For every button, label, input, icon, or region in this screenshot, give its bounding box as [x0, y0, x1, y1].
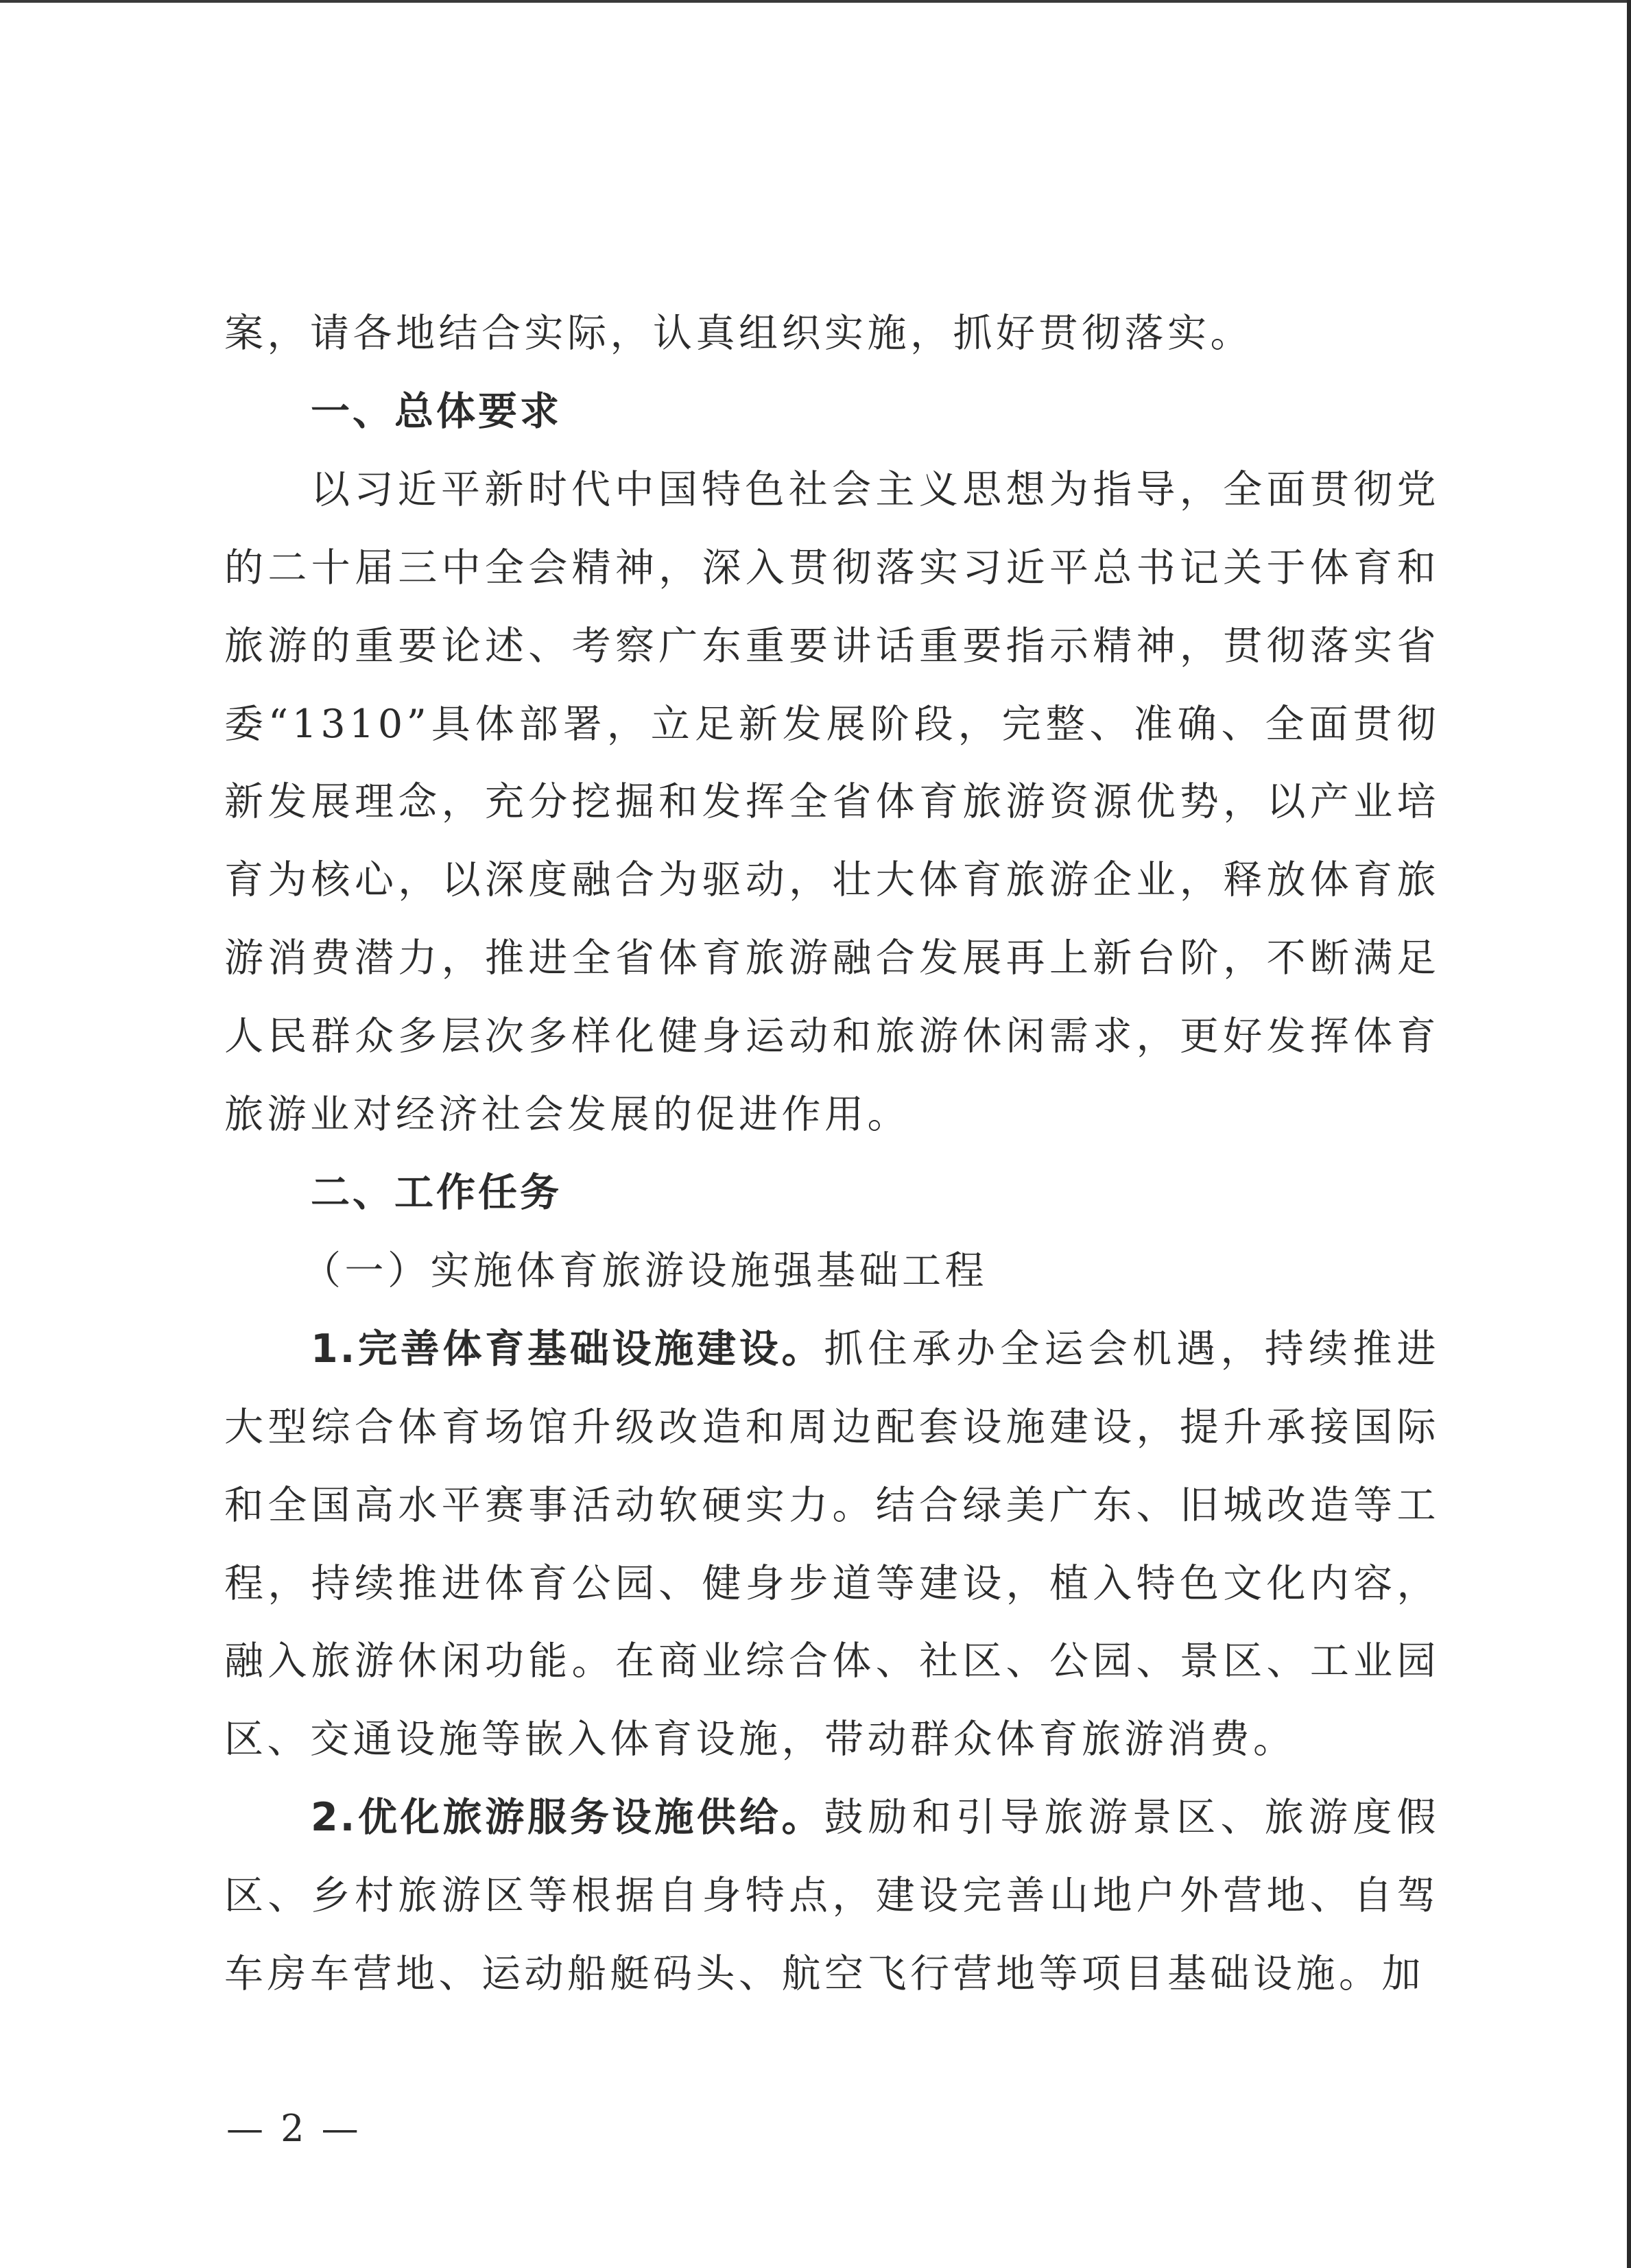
scan-edge-top: [0, 0, 1631, 3]
paragraph-intro-tail: 案，请各地结合实际，认真组织实施，抓好贯彻落实。: [224, 311, 1253, 356]
item-1-text: 抓住承办全运会机遇，持续推进大型综合体育场馆升级改造和周边配套设施建设，提升承接国际和全国高水平赛事活动软硬实力。结合绿美广东、旧城改造等工程，持续推进体育公园、健身步道等建设，植入特色文化内容，融入旅游休闲功能。在商业综合体、社区、公园、景区、工业园区、交通设施等嵌入体育设施，带动群众体育旅游消费。: [224, 1326, 1440, 1763]
subsection-heading-facilities: （一）实施体育旅游设施强基础工程: [302, 1248, 988, 1293]
paragraph-item-2: [224, 1779, 1440, 2014]
item-2-text: 鼓励和引导旅游景区、旅游度假区、乡村旅游区等根据自身特点，建设完善山地户外营地、自驾车房车营地、运动船艇码头、航空飞行营地等项目基础设施。加: [224, 1795, 1440, 1997]
item-1-lead: 1.完善体育基础设施建设。: [311, 1326, 824, 1372]
scan-edge-right: [1627, 0, 1631, 2268]
paragraph-item-1: [224, 1311, 1440, 1779]
paragraph-general-requirements: 以习近平新时代中国特色社会主义思想为指导，全面贯彻党的二十届三中全会精神，深入贯彻落实习近平总书记关于体育和旅游的重要论述、考察广东重要讲话重要指示精神，贯彻落实省委“1310”具体部署，立足新发展阶段，完整、准确、全面贯彻新发展理念，充分挖掘和发挥全省体育旅游资源优势，以产业培育为核心，以深度融合为驱动，壮大体育旅游企业，释放体育旅游消费潜力，推进全省体育旅游融合发展再上新台阶，不断满足人民群众多层次多样化健身运动和旅游休闲需求，更好发挥体育旅游业对经济社会发展的促进作用。: [224, 466, 1440, 1138]
item-2-lead: 2.优化旅游服务设施供给。: [311, 1795, 824, 1841]
page-number: — 2 —: [226, 2107, 361, 2150]
document-body: [224, 295, 1440, 2014]
section-heading-general-requirements: 一、总体要求: [311, 388, 562, 434]
section-heading-work-tasks: 二、工作任务: [311, 1169, 562, 1215]
